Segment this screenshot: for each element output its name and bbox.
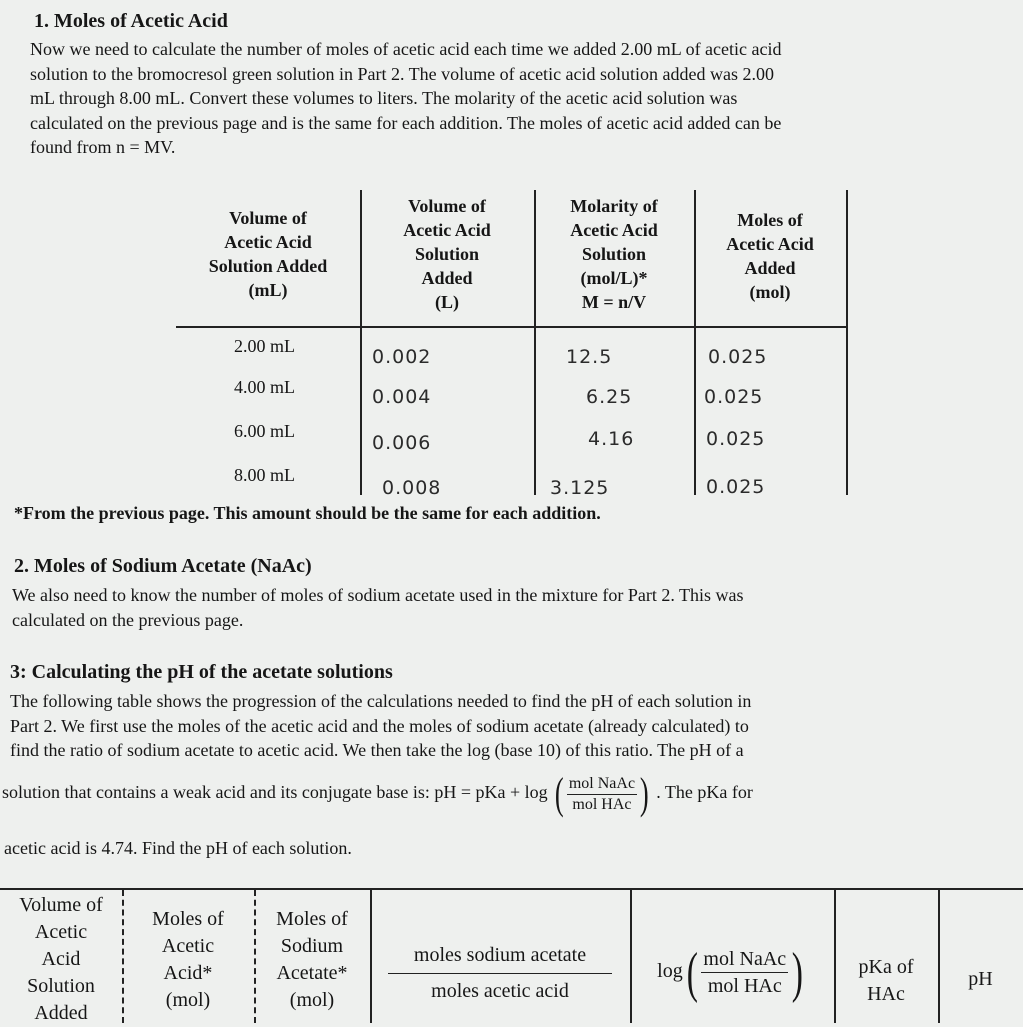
header-line: Moles of — [737, 210, 803, 230]
row-moles: 0.025 — [706, 428, 766, 450]
header-line: Solution — [414, 244, 480, 264]
header-line: Acetic — [34, 921, 88, 943]
row-molarity: 6.25 — [586, 386, 633, 408]
formula-denominator: mol HAc — [572, 795, 632, 813]
section2-line: calculated on the previous page. — [12, 609, 244, 630]
header-line: Volume of — [408, 196, 486, 216]
row-volume-l: 0.004 — [372, 386, 432, 408]
moles-acetic-acid-table — [176, 190, 848, 499]
header-line: Acetate* — [276, 962, 348, 984]
ratio-denominator: moles acetic acid — [431, 980, 569, 1002]
section2-heading: 2. Moles of Sodium Acetate (NaAc) — [14, 555, 312, 577]
header-line: Acetic Acid — [403, 220, 491, 240]
row-volume-ml: 2.00 mL — [234, 336, 295, 356]
header-line: (mol/L)* — [580, 268, 648, 288]
header-moles — [694, 208, 846, 304]
table-divider — [846, 190, 848, 495]
header-line: Solution — [27, 975, 95, 997]
header-line: Acid — [41, 948, 81, 970]
section3-paragraph — [10, 689, 751, 763]
log-fraction — [701, 946, 788, 999]
section1-line: mL through 8.00 mL. Convert these volumes to liters. The molarity of the acetic acid solution was — [30, 88, 738, 108]
section1-heading: 1. Moles of Acetic Acid — [34, 10, 228, 32]
log-numerator: mol NaAc — [701, 946, 788, 973]
section1-line: Now we need to calculate the number of moles of acetic acid each time we added 2.00 mL of acetic acid — [30, 39, 782, 59]
ratio-numerator: moles sodium acetate — [388, 942, 612, 974]
header-line: Added — [34, 1002, 88, 1024]
section3-line: The following table shows the progression of the calculations needed to find the pH of each solution in — [10, 691, 752, 711]
header-line: Solution Added — [208, 256, 328, 276]
table1-footnote: *From the previous page. This amount should be the same for each addition. — [14, 503, 601, 523]
section3-line: Part 2. We first use the moles of the acetic acid and the moles of sodium acetate (already calculated) to — [10, 715, 749, 736]
row-volume-l: 0.008 — [382, 477, 442, 499]
header-pka — [834, 954, 938, 1008]
row-molarity: 4.16 — [588, 428, 635, 450]
row-volume-ml: 8.00 mL — [234, 465, 295, 485]
section1-line: found from n = MV. — [30, 137, 176, 157]
row-moles: 0.025 — [706, 476, 766, 498]
ph-calculation-table — [0, 888, 1023, 1023]
section3-heading: 3: Calculating the pH of the acetate solutions — [10, 661, 393, 683]
section1-line: solution to the bromocresol green solution in Part 2. The volume of acetic acid solution added was 2.00 — [30, 63, 775, 84]
header-line: (mol) — [289, 989, 335, 1011]
header-log-ratio — [630, 941, 834, 1004]
row-moles: 0.025 — [704, 386, 764, 408]
row-volume-ml: 4.00 mL — [234, 377, 295, 397]
section3-line: find the ratio of sodium acetate to acetic acid. We then take the log (base 10) of this ratio. The pH of a — [10, 740, 744, 760]
header-line: HAc — [867, 983, 905, 1005]
header-line: (mol) — [165, 989, 211, 1011]
header-line: Molarity of — [570, 196, 658, 216]
header-line: M = n/V — [581, 292, 647, 312]
log-label: log — [657, 960, 683, 983]
header-line: Sodium — [280, 935, 344, 957]
header-line: Volume of — [229, 208, 307, 228]
row-molarity: 3.125 — [550, 477, 610, 499]
formula-fraction — [567, 774, 637, 815]
formula-numerator: mol NaAc — [567, 774, 637, 795]
log-denominator: mol HAc — [707, 975, 782, 997]
header-line: Acid* — [163, 962, 213, 984]
table-divider — [938, 890, 940, 1023]
right-paren: ) — [639, 769, 649, 818]
header-line: Added — [744, 258, 796, 278]
header-line: Acetic Acid — [726, 234, 814, 254]
header-volume-l — [360, 194, 534, 314]
row-molarity: 12.5 — [566, 346, 613, 368]
header-line: Acetic Acid — [224, 232, 312, 252]
left-paren: ( — [686, 941, 698, 1004]
section2-paragraph — [12, 583, 744, 632]
header-volume — [0, 892, 122, 1027]
header-line: (mL) — [248, 280, 288, 300]
formula-prefix: solution that contains a weak acid and its conjugate base is: pH = pKa + log — [2, 782, 548, 803]
section2-line: We also need to know the number of moles of sodium acetate used in the mixture for Part 2. This was — [12, 585, 744, 605]
ph-formula-line — [2, 769, 753, 818]
header-line: (mol) — [749, 282, 791, 302]
header-line: Volume of — [19, 894, 103, 916]
header-line: Acetic — [161, 935, 215, 957]
right-paren: ) — [791, 941, 804, 1004]
row-volume-ml: 6.00 mL — [234, 421, 295, 441]
row-moles: 0.025 — [708, 346, 768, 368]
header-volume-ml — [176, 206, 360, 302]
header-line: Acetic Acid — [570, 220, 658, 240]
left-paren: ( — [555, 769, 564, 818]
header-line: Added — [421, 268, 473, 288]
header-mole-ratio — [370, 942, 630, 1005]
header-line: pKa of — [858, 956, 914, 978]
header-moles-acetic-acid — [122, 906, 254, 1014]
header-line: Moles of — [276, 908, 348, 930]
header-moles-sodium-acetate — [254, 906, 370, 1014]
row-volume-l: 0.002 — [372, 346, 432, 368]
row-volume-l: 0.006 — [372, 432, 432, 454]
section3-last-line: acetic acid is 4.74. Find the pH of each solution. — [4, 838, 352, 858]
section1-line: calculated on the previous page and is the same for each addition. The moles of acetic acid added can be — [30, 112, 782, 133]
header-line: Solution — [581, 244, 647, 264]
table-header-divider — [176, 326, 848, 328]
header-line: Moles of — [152, 908, 224, 930]
section1-paragraph — [30, 37, 782, 160]
header-ph: pH — [968, 968, 993, 990]
header-molarity — [534, 194, 694, 314]
header-line: (L) — [435, 292, 459, 312]
formula-suffix: . The pKa for — [656, 782, 753, 803]
